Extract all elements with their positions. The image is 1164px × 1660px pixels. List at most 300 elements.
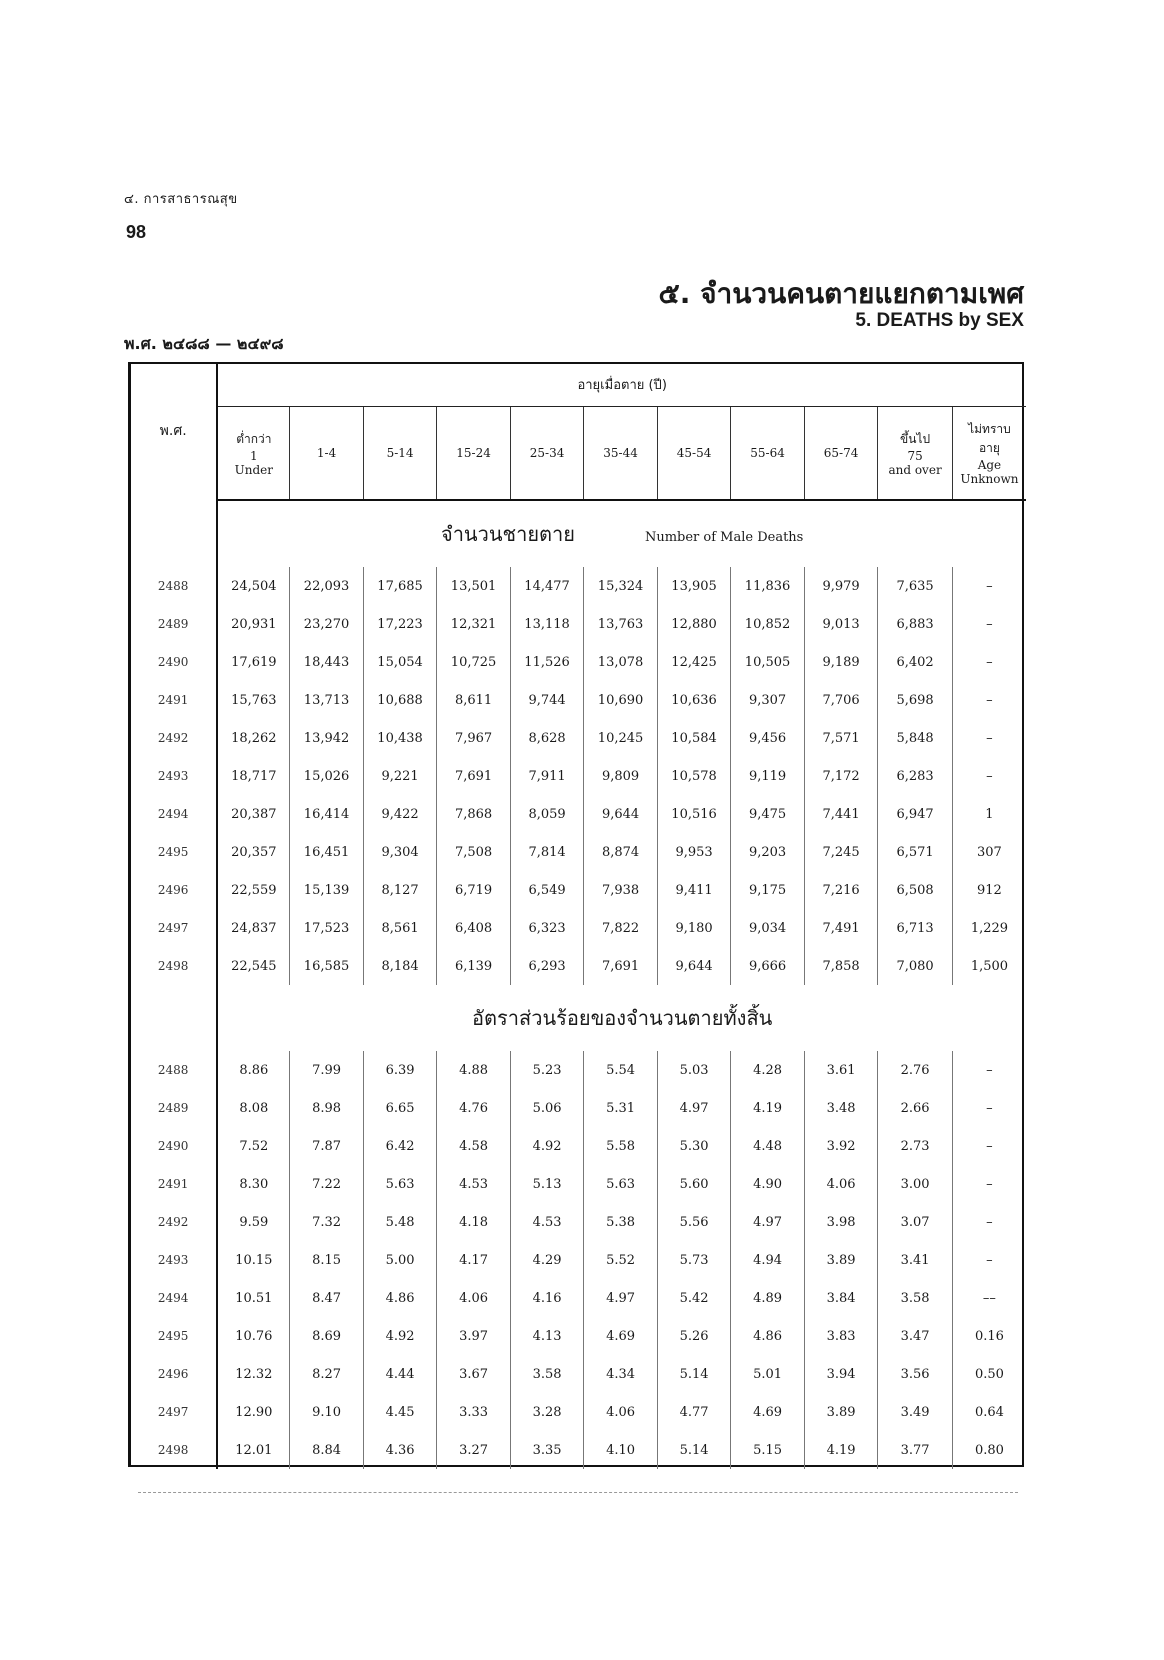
age-column-header bbox=[657, 407, 731, 501]
value-cell: 11,836 bbox=[731, 567, 805, 605]
value-cell: 6,508 bbox=[878, 871, 953, 909]
value-cell: 8,628 bbox=[510, 719, 584, 757]
value-cell: 4.92 bbox=[510, 1127, 584, 1165]
value-cell: 3.89 bbox=[804, 1393, 878, 1431]
value-cell: 4.77 bbox=[657, 1393, 731, 1431]
value-cell: 4.86 bbox=[363, 1279, 437, 1317]
value-cell: 4.69 bbox=[584, 1317, 658, 1355]
table-row bbox=[130, 1355, 1026, 1393]
value-cell: 12.32 bbox=[217, 1355, 289, 1393]
value-cell: – bbox=[986, 616, 993, 632]
value-cell: 11,526 bbox=[510, 643, 584, 681]
value-cell: 13,118 bbox=[510, 605, 584, 643]
age-column-num: 65-74 bbox=[823, 446, 859, 460]
value-cell: 10,636 bbox=[657, 681, 731, 719]
value-cell: 4.19 bbox=[804, 1431, 878, 1469]
value-cell: 5.54 bbox=[584, 1051, 658, 1089]
table-row bbox=[130, 909, 1026, 947]
value-cell: 6,713 bbox=[878, 909, 953, 947]
value-cell: 8.27 bbox=[290, 1355, 364, 1393]
value-cell: 4.45 bbox=[363, 1393, 437, 1431]
value-cell: 8,127 bbox=[363, 871, 437, 909]
value-cell: 5,848 bbox=[878, 719, 953, 757]
table-row bbox=[130, 947, 1026, 985]
value-cell: 4.69 bbox=[731, 1393, 805, 1431]
value-cell: 7.52 bbox=[217, 1127, 289, 1165]
value-cell: 3.58 bbox=[510, 1355, 584, 1393]
age-column-num: 1 bbox=[250, 448, 258, 463]
value-cell: 307 bbox=[977, 844, 1002, 860]
value-cell: 5.14 bbox=[657, 1431, 731, 1469]
year-cell: 2495 bbox=[130, 833, 217, 871]
table-row bbox=[130, 1393, 1026, 1431]
value-cell: 12.01 bbox=[217, 1431, 289, 1469]
year-cell: 2488 bbox=[130, 1051, 217, 1089]
value-cell: 4.44 bbox=[363, 1355, 437, 1393]
year-cell: 2492 bbox=[130, 719, 217, 757]
value-cell: 4.17 bbox=[437, 1241, 511, 1279]
value-cell: 3.00 bbox=[878, 1165, 953, 1203]
value-cell: 9,221 bbox=[363, 757, 437, 795]
value-cell: 6,323 bbox=[510, 909, 584, 947]
value-cell: 10,690 bbox=[584, 681, 658, 719]
value-cell: 9,203 bbox=[731, 833, 805, 871]
value-cell: 5.13 bbox=[510, 1165, 584, 1203]
value-cell: 18,443 bbox=[290, 643, 364, 681]
value-cell: 1,229 bbox=[970, 920, 1009, 936]
value-cell: 8.98 bbox=[290, 1089, 364, 1127]
value-cell: 5.38 bbox=[584, 1203, 658, 1241]
value-cell: 5.06 bbox=[510, 1089, 584, 1127]
value-cell: 17,619 bbox=[217, 643, 289, 681]
value-cell: 10,578 bbox=[657, 757, 731, 795]
value-cell: 9,644 bbox=[657, 947, 731, 985]
value-cell: 6,293 bbox=[510, 947, 584, 985]
value-cell: 3.94 bbox=[804, 1355, 878, 1393]
value-cell: – bbox=[986, 1214, 993, 1230]
value-cell: 9,013 bbox=[804, 605, 878, 643]
value-cell: 12,321 bbox=[437, 605, 511, 643]
section-year-spacer bbox=[130, 985, 217, 1051]
value-cell: 6,402 bbox=[878, 643, 953, 681]
deaths-table bbox=[130, 362, 1026, 1469]
value-cell: 13,942 bbox=[290, 719, 364, 757]
value-cell: 22,559 bbox=[217, 871, 289, 909]
value-cell: 10.15 bbox=[217, 1241, 289, 1279]
value-cell: – bbox=[986, 768, 993, 784]
year-cell: 2494 bbox=[130, 1279, 217, 1317]
table-row bbox=[130, 605, 1026, 643]
value-cell: 9,979 bbox=[804, 567, 878, 605]
value-cell: 16,414 bbox=[290, 795, 364, 833]
year-cell: 2498 bbox=[130, 1431, 217, 1469]
year-cell: 2489 bbox=[130, 1089, 217, 1127]
value-cell: 6,719 bbox=[437, 871, 511, 909]
value-cell: 9,411 bbox=[657, 871, 731, 909]
age-column-num: 15-24 bbox=[456, 446, 491, 460]
value-cell: 8.47 bbox=[290, 1279, 364, 1317]
value-cell: 22,545 bbox=[217, 947, 289, 985]
value-cell: 4.06 bbox=[584, 1393, 658, 1431]
value-cell: 6,883 bbox=[878, 605, 953, 643]
value-cell: – bbox=[986, 654, 993, 670]
age-column-num: 1-4 bbox=[316, 446, 337, 460]
table-row bbox=[130, 833, 1026, 871]
value-cell: 9,953 bbox=[657, 833, 731, 871]
value-cell: 4.94 bbox=[731, 1241, 805, 1279]
section-heading: ๔. การสาธารณสุข bbox=[124, 192, 238, 207]
age-column-num: 45-54 bbox=[676, 446, 712, 460]
year-column-header: พ.ศ. bbox=[130, 362, 217, 500]
value-cell: 4.76 bbox=[437, 1089, 511, 1127]
value-cell: 13,501 bbox=[437, 567, 511, 605]
age-column-en: and over bbox=[888, 462, 942, 477]
value-cell: 10,688 bbox=[363, 681, 437, 719]
table-row bbox=[130, 681, 1026, 719]
value-cell: 20,931 bbox=[217, 605, 289, 643]
table-row bbox=[130, 1431, 1026, 1469]
age-column-header bbox=[510, 407, 584, 501]
age-column-header bbox=[217, 407, 289, 501]
value-cell: 7,938 bbox=[584, 871, 658, 909]
value-cell: 7,508 bbox=[437, 833, 511, 871]
age-column-num: 35-44 bbox=[603, 446, 638, 460]
year-cell: 2495 bbox=[130, 1317, 217, 1355]
value-cell: 4.06 bbox=[437, 1279, 511, 1317]
value-cell: 4.97 bbox=[657, 1089, 731, 1127]
value-cell: 7,822 bbox=[584, 909, 658, 947]
age-group-header: อายุเมื่อตาย (ปี) bbox=[217, 362, 1026, 407]
value-cell: 5.63 bbox=[584, 1165, 658, 1203]
table-row bbox=[130, 1279, 1026, 1317]
section-title-thai: อัตราส่วนร้อยของจำนวนตายทั้งสิ้น bbox=[472, 1006, 773, 1030]
value-cell: 7.32 bbox=[290, 1203, 364, 1241]
age-column-en: Age Unknown bbox=[960, 458, 1019, 486]
value-cell: 0.16 bbox=[974, 1328, 1004, 1344]
value-cell: 9,456 bbox=[731, 719, 805, 757]
value-cell: 9,422 bbox=[363, 795, 437, 833]
age-column-num: 25-34 bbox=[529, 446, 565, 460]
value-cell: 7,868 bbox=[437, 795, 511, 833]
value-cell: 3.83 bbox=[804, 1317, 878, 1355]
value-cell: – bbox=[986, 692, 993, 708]
section-title bbox=[217, 500, 1026, 567]
value-cell: 6,947 bbox=[878, 795, 953, 833]
value-cell: 23,270 bbox=[290, 605, 364, 643]
value-cell: 16,451 bbox=[290, 833, 364, 871]
value-cell: 4.89 bbox=[731, 1279, 805, 1317]
value-cell: 7,245 bbox=[804, 833, 878, 871]
table-row bbox=[130, 1203, 1026, 1241]
value-cell: 9,034 bbox=[731, 909, 805, 947]
section-title-english: Number of Male Deaths bbox=[644, 530, 804, 545]
value-cell: 5.00 bbox=[363, 1241, 437, 1279]
age-column-num: 55-64 bbox=[750, 446, 785, 460]
value-cell: 4.88 bbox=[437, 1051, 511, 1089]
value-cell: 4.53 bbox=[437, 1165, 511, 1203]
value-cell: 15,054 bbox=[363, 643, 437, 681]
value-cell: 10,852 bbox=[731, 605, 805, 643]
year-cell: 2493 bbox=[130, 757, 217, 795]
value-cell: 7,491 bbox=[804, 909, 878, 947]
value-cell: 8.84 bbox=[290, 1431, 364, 1469]
value-cell: 7,858 bbox=[804, 947, 878, 985]
value-cell: 5.52 bbox=[584, 1241, 658, 1279]
value-cell: 9,744 bbox=[510, 681, 584, 719]
value-cell: 5.56 bbox=[657, 1203, 731, 1241]
value-cell: 15,763 bbox=[217, 681, 289, 719]
value-cell: 8.15 bbox=[290, 1241, 364, 1279]
value-cell: 3.27 bbox=[437, 1431, 511, 1469]
value-cell: 8.08 bbox=[217, 1089, 289, 1127]
value-cell: 4.34 bbox=[584, 1355, 658, 1393]
value-cell: 10,245 bbox=[584, 719, 658, 757]
value-cell: 5.23 bbox=[510, 1051, 584, 1089]
value-cell: 1 bbox=[985, 806, 994, 822]
value-cell: 6.65 bbox=[363, 1089, 437, 1127]
value-cell: 3.48 bbox=[804, 1089, 878, 1127]
value-cell: 5.15 bbox=[731, 1431, 805, 1469]
value-cell: 22,093 bbox=[290, 567, 364, 605]
value-cell: 7,080 bbox=[878, 947, 953, 985]
value-cell: 3.47 bbox=[878, 1317, 953, 1355]
table-row bbox=[130, 1241, 1026, 1279]
value-cell: 3.56 bbox=[878, 1355, 953, 1393]
table-row bbox=[130, 1165, 1026, 1203]
table-row bbox=[130, 1317, 1026, 1355]
value-cell: 7.87 bbox=[290, 1127, 364, 1165]
value-cell: 15,026 bbox=[290, 757, 364, 795]
value-cell: 0.50 bbox=[974, 1366, 1004, 1382]
year-cell: 2489 bbox=[130, 605, 217, 643]
value-cell: 9,809 bbox=[584, 757, 658, 795]
value-cell: 6.42 bbox=[363, 1127, 437, 1165]
value-cell: 6,139 bbox=[437, 947, 511, 985]
value-cell: 5.73 bbox=[657, 1241, 731, 1279]
value-cell: 2.66 bbox=[878, 1089, 953, 1127]
table-row bbox=[130, 1051, 1026, 1089]
table-row bbox=[130, 1089, 1026, 1127]
value-cell: 9,304 bbox=[363, 833, 437, 871]
value-cell: 6,571 bbox=[878, 833, 953, 871]
section-title-thai: จำนวนชายตาย bbox=[440, 522, 575, 546]
value-cell: 17,523 bbox=[290, 909, 364, 947]
value-cell: 4.53 bbox=[510, 1203, 584, 1241]
value-cell: 4.90 bbox=[731, 1165, 805, 1203]
value-cell: 3.84 bbox=[804, 1279, 878, 1317]
age-column-en: Under bbox=[234, 462, 274, 477]
value-cell: 9,175 bbox=[731, 871, 805, 909]
value-cell: 8,611 bbox=[437, 681, 511, 719]
value-cell: 3.28 bbox=[510, 1393, 584, 1431]
year-cell: 2491 bbox=[130, 681, 217, 719]
year-cell: 2496 bbox=[130, 1355, 217, 1393]
value-cell: 15,324 bbox=[584, 567, 658, 605]
value-cell: 24,504 bbox=[217, 567, 289, 605]
value-cell: 7,706 bbox=[804, 681, 878, 719]
value-cell: 2.73 bbox=[878, 1127, 953, 1165]
value-cell: 9,180 bbox=[657, 909, 731, 947]
value-cell: 8,184 bbox=[363, 947, 437, 985]
value-cell: 5.14 bbox=[657, 1355, 731, 1393]
value-cell: 7.22 bbox=[290, 1165, 364, 1203]
value-cell: 3.49 bbox=[878, 1393, 953, 1431]
year-cell: 2494 bbox=[130, 795, 217, 833]
age-column-header bbox=[804, 407, 878, 501]
year-cell: 2488 bbox=[130, 567, 217, 605]
year-cell: 2490 bbox=[130, 643, 217, 681]
age-column-header bbox=[584, 407, 658, 501]
value-cell: – bbox=[986, 1176, 993, 1192]
value-cell: 4.13 bbox=[510, 1317, 584, 1355]
section-year-spacer bbox=[130, 500, 217, 567]
value-cell: 14,477 bbox=[510, 567, 584, 605]
value-cell: 9.59 bbox=[217, 1203, 289, 1241]
year-cell: 2490 bbox=[130, 1127, 217, 1165]
value-cell: – bbox=[986, 1062, 993, 1078]
value-cell: 4.28 bbox=[731, 1051, 805, 1089]
value-cell: 0.80 bbox=[974, 1442, 1004, 1458]
value-cell: 3.07 bbox=[878, 1203, 953, 1241]
value-cell: 4.36 bbox=[363, 1431, 437, 1469]
value-cell: 8.30 bbox=[217, 1165, 289, 1203]
value-cell: 4.29 bbox=[510, 1241, 584, 1279]
footer-rule bbox=[138, 1492, 1018, 1493]
value-cell: 5.03 bbox=[657, 1051, 731, 1089]
value-cell: 8,874 bbox=[584, 833, 658, 871]
table-row bbox=[130, 795, 1026, 833]
value-cell: 10,725 bbox=[437, 643, 511, 681]
age-column-num: 5-14 bbox=[386, 446, 414, 460]
year-cell: 2492 bbox=[130, 1203, 217, 1241]
value-cell: 3.33 bbox=[437, 1393, 511, 1431]
value-cell: 10,438 bbox=[363, 719, 437, 757]
age-column-num: อายุ bbox=[978, 441, 1000, 455]
table-title-english: 5. DEATHS by SEX bbox=[855, 310, 1024, 331]
value-cell: 13,763 bbox=[584, 605, 658, 643]
table-row bbox=[130, 643, 1026, 681]
value-cell: 17,685 bbox=[363, 567, 437, 605]
value-cell: 24,837 bbox=[217, 909, 289, 947]
age-column-header bbox=[437, 407, 511, 501]
year-cell: 2497 bbox=[130, 1393, 217, 1431]
value-cell: 3.67 bbox=[437, 1355, 511, 1393]
value-cell: 5.42 bbox=[657, 1279, 731, 1317]
value-cell: 7,691 bbox=[584, 947, 658, 985]
value-cell: 6,408 bbox=[437, 909, 511, 947]
year-cell: 2491 bbox=[130, 1165, 217, 1203]
value-cell: – bbox=[986, 1100, 993, 1116]
table-row bbox=[130, 567, 1026, 605]
table-row bbox=[130, 719, 1026, 757]
value-cell: 10,505 bbox=[731, 643, 805, 681]
value-cell: 3.98 bbox=[804, 1203, 878, 1241]
value-cell: 9,666 bbox=[731, 947, 805, 985]
value-cell: 9,119 bbox=[731, 757, 805, 795]
value-cell: 9,644 bbox=[584, 795, 658, 833]
table-row bbox=[130, 871, 1026, 909]
value-cell: 1,500 bbox=[970, 958, 1009, 974]
age-column-num: 75 bbox=[907, 448, 923, 463]
value-cell: 4.97 bbox=[731, 1203, 805, 1241]
value-cell: 7,635 bbox=[878, 567, 953, 605]
value-cell: –– bbox=[982, 1290, 996, 1306]
value-cell: 10,584 bbox=[657, 719, 731, 757]
table-row bbox=[130, 757, 1026, 795]
value-cell: 6,549 bbox=[510, 871, 584, 909]
value-cell: 8.86 bbox=[217, 1051, 289, 1089]
value-cell: 18,262 bbox=[217, 719, 289, 757]
value-cell: 12,425 bbox=[657, 643, 731, 681]
value-cell: 7,911 bbox=[510, 757, 584, 795]
age-column-thai: ต่ำกว่า bbox=[236, 431, 272, 446]
value-cell: – bbox=[986, 730, 993, 746]
year-cell: 2497 bbox=[130, 909, 217, 947]
value-cell: 8,561 bbox=[363, 909, 437, 947]
value-cell: 3.97 bbox=[437, 1317, 511, 1355]
year-cell: 2493 bbox=[130, 1241, 217, 1279]
value-cell: 2.76 bbox=[878, 1051, 953, 1089]
value-cell: 8.69 bbox=[290, 1317, 364, 1355]
value-cell: 3.92 bbox=[804, 1127, 878, 1165]
value-cell: 12,880 bbox=[657, 605, 731, 643]
value-cell: 5.48 bbox=[363, 1203, 437, 1241]
value-cell: 6.39 bbox=[363, 1051, 437, 1089]
age-column-header bbox=[731, 407, 805, 501]
year-cell: 2498 bbox=[130, 947, 217, 985]
age-column-header bbox=[290, 407, 364, 501]
period-label: พ.ศ. ๒๔๘๘ — ๒๔๙๘ bbox=[124, 334, 284, 353]
value-cell: 5.31 bbox=[584, 1089, 658, 1127]
value-cell: 16,585 bbox=[290, 947, 364, 985]
value-cell: 3.41 bbox=[878, 1241, 953, 1279]
value-cell: 5,698 bbox=[878, 681, 953, 719]
value-cell: 13,905 bbox=[657, 567, 731, 605]
value-cell: 4.10 bbox=[584, 1431, 658, 1469]
value-cell: 3.58 bbox=[878, 1279, 953, 1317]
value-cell: 5.30 bbox=[657, 1127, 731, 1165]
value-cell: – bbox=[986, 1252, 993, 1268]
value-cell: 4.18 bbox=[437, 1203, 511, 1241]
value-cell: 13,078 bbox=[584, 643, 658, 681]
value-cell: 13,713 bbox=[290, 681, 364, 719]
value-cell: 7,216 bbox=[804, 871, 878, 909]
value-cell: 4.58 bbox=[437, 1127, 511, 1165]
value-cell: 12.90 bbox=[217, 1393, 289, 1431]
value-cell: 3.89 bbox=[804, 1241, 878, 1279]
value-cell: 20,357 bbox=[217, 833, 289, 871]
year-cell: 2496 bbox=[130, 871, 217, 909]
value-cell: 18,717 bbox=[217, 757, 289, 795]
value-cell: 4.97 bbox=[584, 1279, 658, 1317]
value-cell: 10.76 bbox=[217, 1317, 289, 1355]
value-cell: 4.92 bbox=[363, 1317, 437, 1355]
table-title-thai: ๕. จำนวนคนตายแยกตามเพศ bbox=[658, 277, 1024, 310]
value-cell: 5.58 bbox=[584, 1127, 658, 1165]
age-column-header bbox=[878, 407, 953, 501]
value-cell: 9,307 bbox=[731, 681, 805, 719]
value-cell: 4.48 bbox=[731, 1127, 805, 1165]
value-cell: 3.35 bbox=[510, 1431, 584, 1469]
value-cell: 5.01 bbox=[731, 1355, 805, 1393]
value-cell: 15,139 bbox=[290, 871, 364, 909]
value-cell: 7,967 bbox=[437, 719, 511, 757]
value-cell: 3.77 bbox=[878, 1431, 953, 1469]
age-column-thai: ขึ้นไป bbox=[900, 431, 931, 446]
value-cell: 9,475 bbox=[731, 795, 805, 833]
value-cell: – bbox=[986, 1138, 993, 1154]
value-cell: 20,387 bbox=[217, 795, 289, 833]
